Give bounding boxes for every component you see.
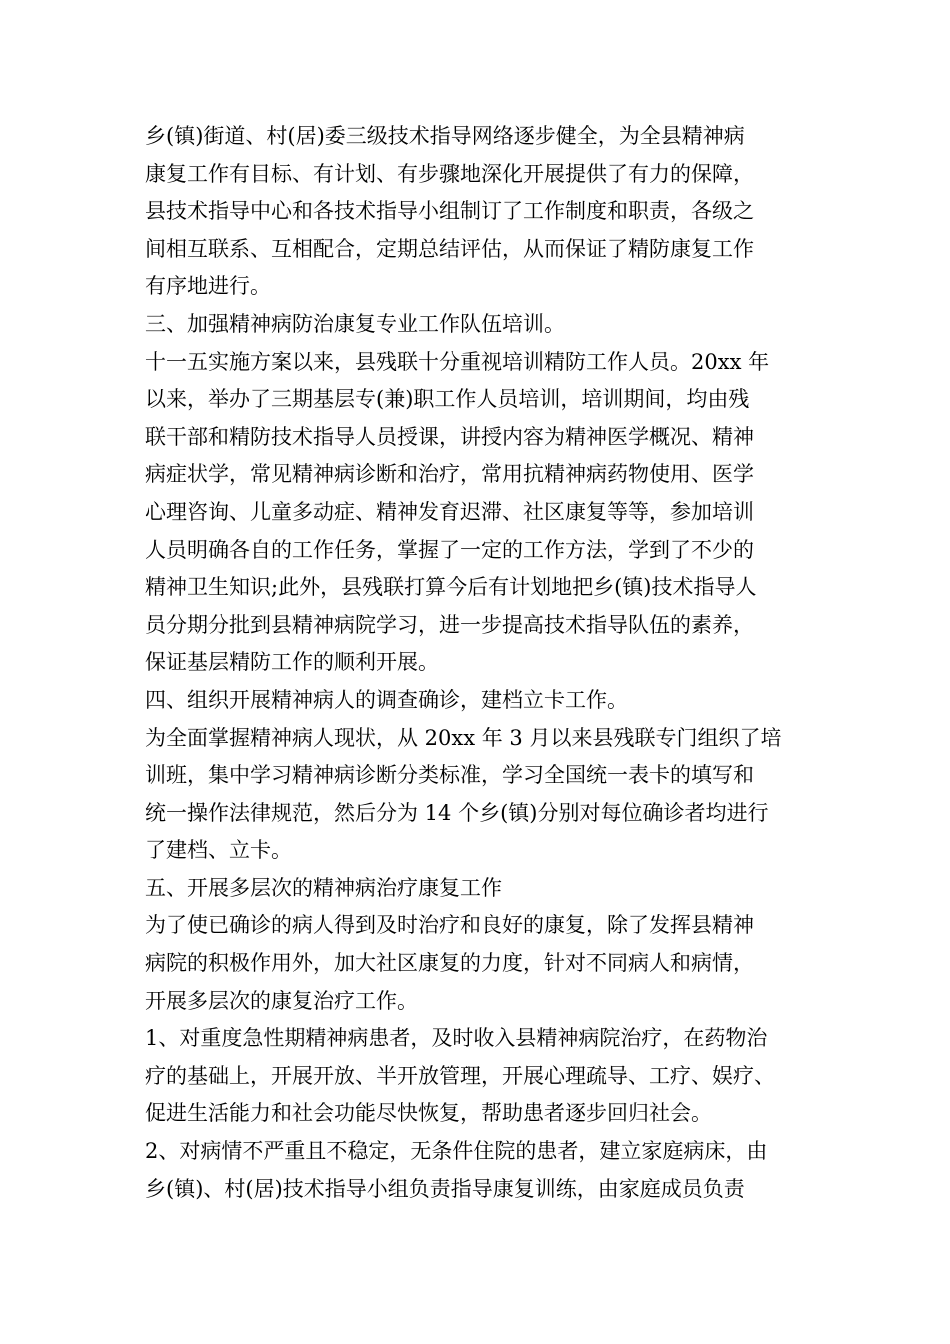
text-line: 以来，举办了三期基层专(兼)职工作人员培训，培训期间，均由残 [145,387,750,412]
text-line: 开展多层次的康复治疗工作。 [145,988,418,1013]
text-line: 有序地进行。 [145,274,271,299]
text-line: 为全面掌握精神病人现状，从 20xx 年 3 月以来县残联专门组织了培 [145,725,782,750]
text-line: 统一操作法律规范，然后分为 14 个乡(镇)分别对每位确诊者均进行 [145,800,769,825]
document-body [145,118,845,1208]
text-line: 为了使已确诊的病人得到及时治疗和良好的康复，除了发挥县精神 [145,913,754,938]
section-heading: 四、组织开展精神病人的调查确诊，建档立卡工作。 [145,687,628,712]
text-line: 训班，集中学习精神病诊断分类标准，学习全国统一表卡的填写和 [145,763,754,788]
text-line: 乡(镇)街道、村(居)委三级技术指导网络逐步健全，为全县精神病 [145,124,745,148]
text-line: 1、对重度急性期精神病患者，及时收入县精神病院治疗，在药物治 [145,1026,768,1051]
text-line: 联干部和精防技术指导人员授课，讲授内容为精神医学概况、精神 [145,424,754,449]
text-line: 县技术指导中心和各技术指导小组制订了工作制度和职责，各级之 [145,199,754,224]
text-line: 病症状学，常见精神病诊断和治疗，常用抗精神病药物使用、医学 [145,462,754,487]
text-line: 病院的积极作用外，加大社区康复的力度，针对不同病人和病情， [145,951,754,976]
text-line: 间相互联系、互相配合，定期总结评估，从而保证了精防康复工作 [145,236,754,261]
text-line: 保证基层精防工作的顺利开展。 [145,650,439,675]
text-line: 2、对病情不严重且不稳定，无条件住院的患者，建立家庭病床，由 [145,1139,768,1164]
text-line: 员分期分批到县精神病院学习，进一步提高技术指导队伍的素养， [145,612,754,637]
text-line: 人员明确各自的工作任务，掌握了一定的工作方法，学到了不少的 [145,537,754,562]
text-line: 康复工作有目标、有计划、有步骤地深化开展提供了有力的保障， [145,161,754,186]
text-line: 精神卫生知识;此外，县残联打算今后有计划地把乡(镇)技术指导人 [145,575,757,600]
text-line: 十一五实施方案以来，县残联十分重视培训精防工作人员。20xx 年 [145,349,770,374]
text-line: 疗的基础上，开展开放、半开放管理，开展心理疏导、工疗、娱疗、 [145,1063,775,1088]
text-line: 乡(镇)、村(居)技术指导小组负责指导康复训练，由家庭成员负责 [145,1176,745,1201]
text-line: 了建档、立卡。 [145,838,292,863]
section-heading: 五、开展多层次的精神病治疗康复工作 [145,875,502,900]
text-line: 心理咨询、儿童多动症、精神发育迟滞、社区康复等等，参加培训 [145,499,754,524]
section-heading: 三、加强精神病防治康复专业工作队伍培训。 [145,311,565,336]
text-line: 促进生活能力和社会功能尽快恢复，帮助患者逐步回归社会。 [145,1101,712,1126]
